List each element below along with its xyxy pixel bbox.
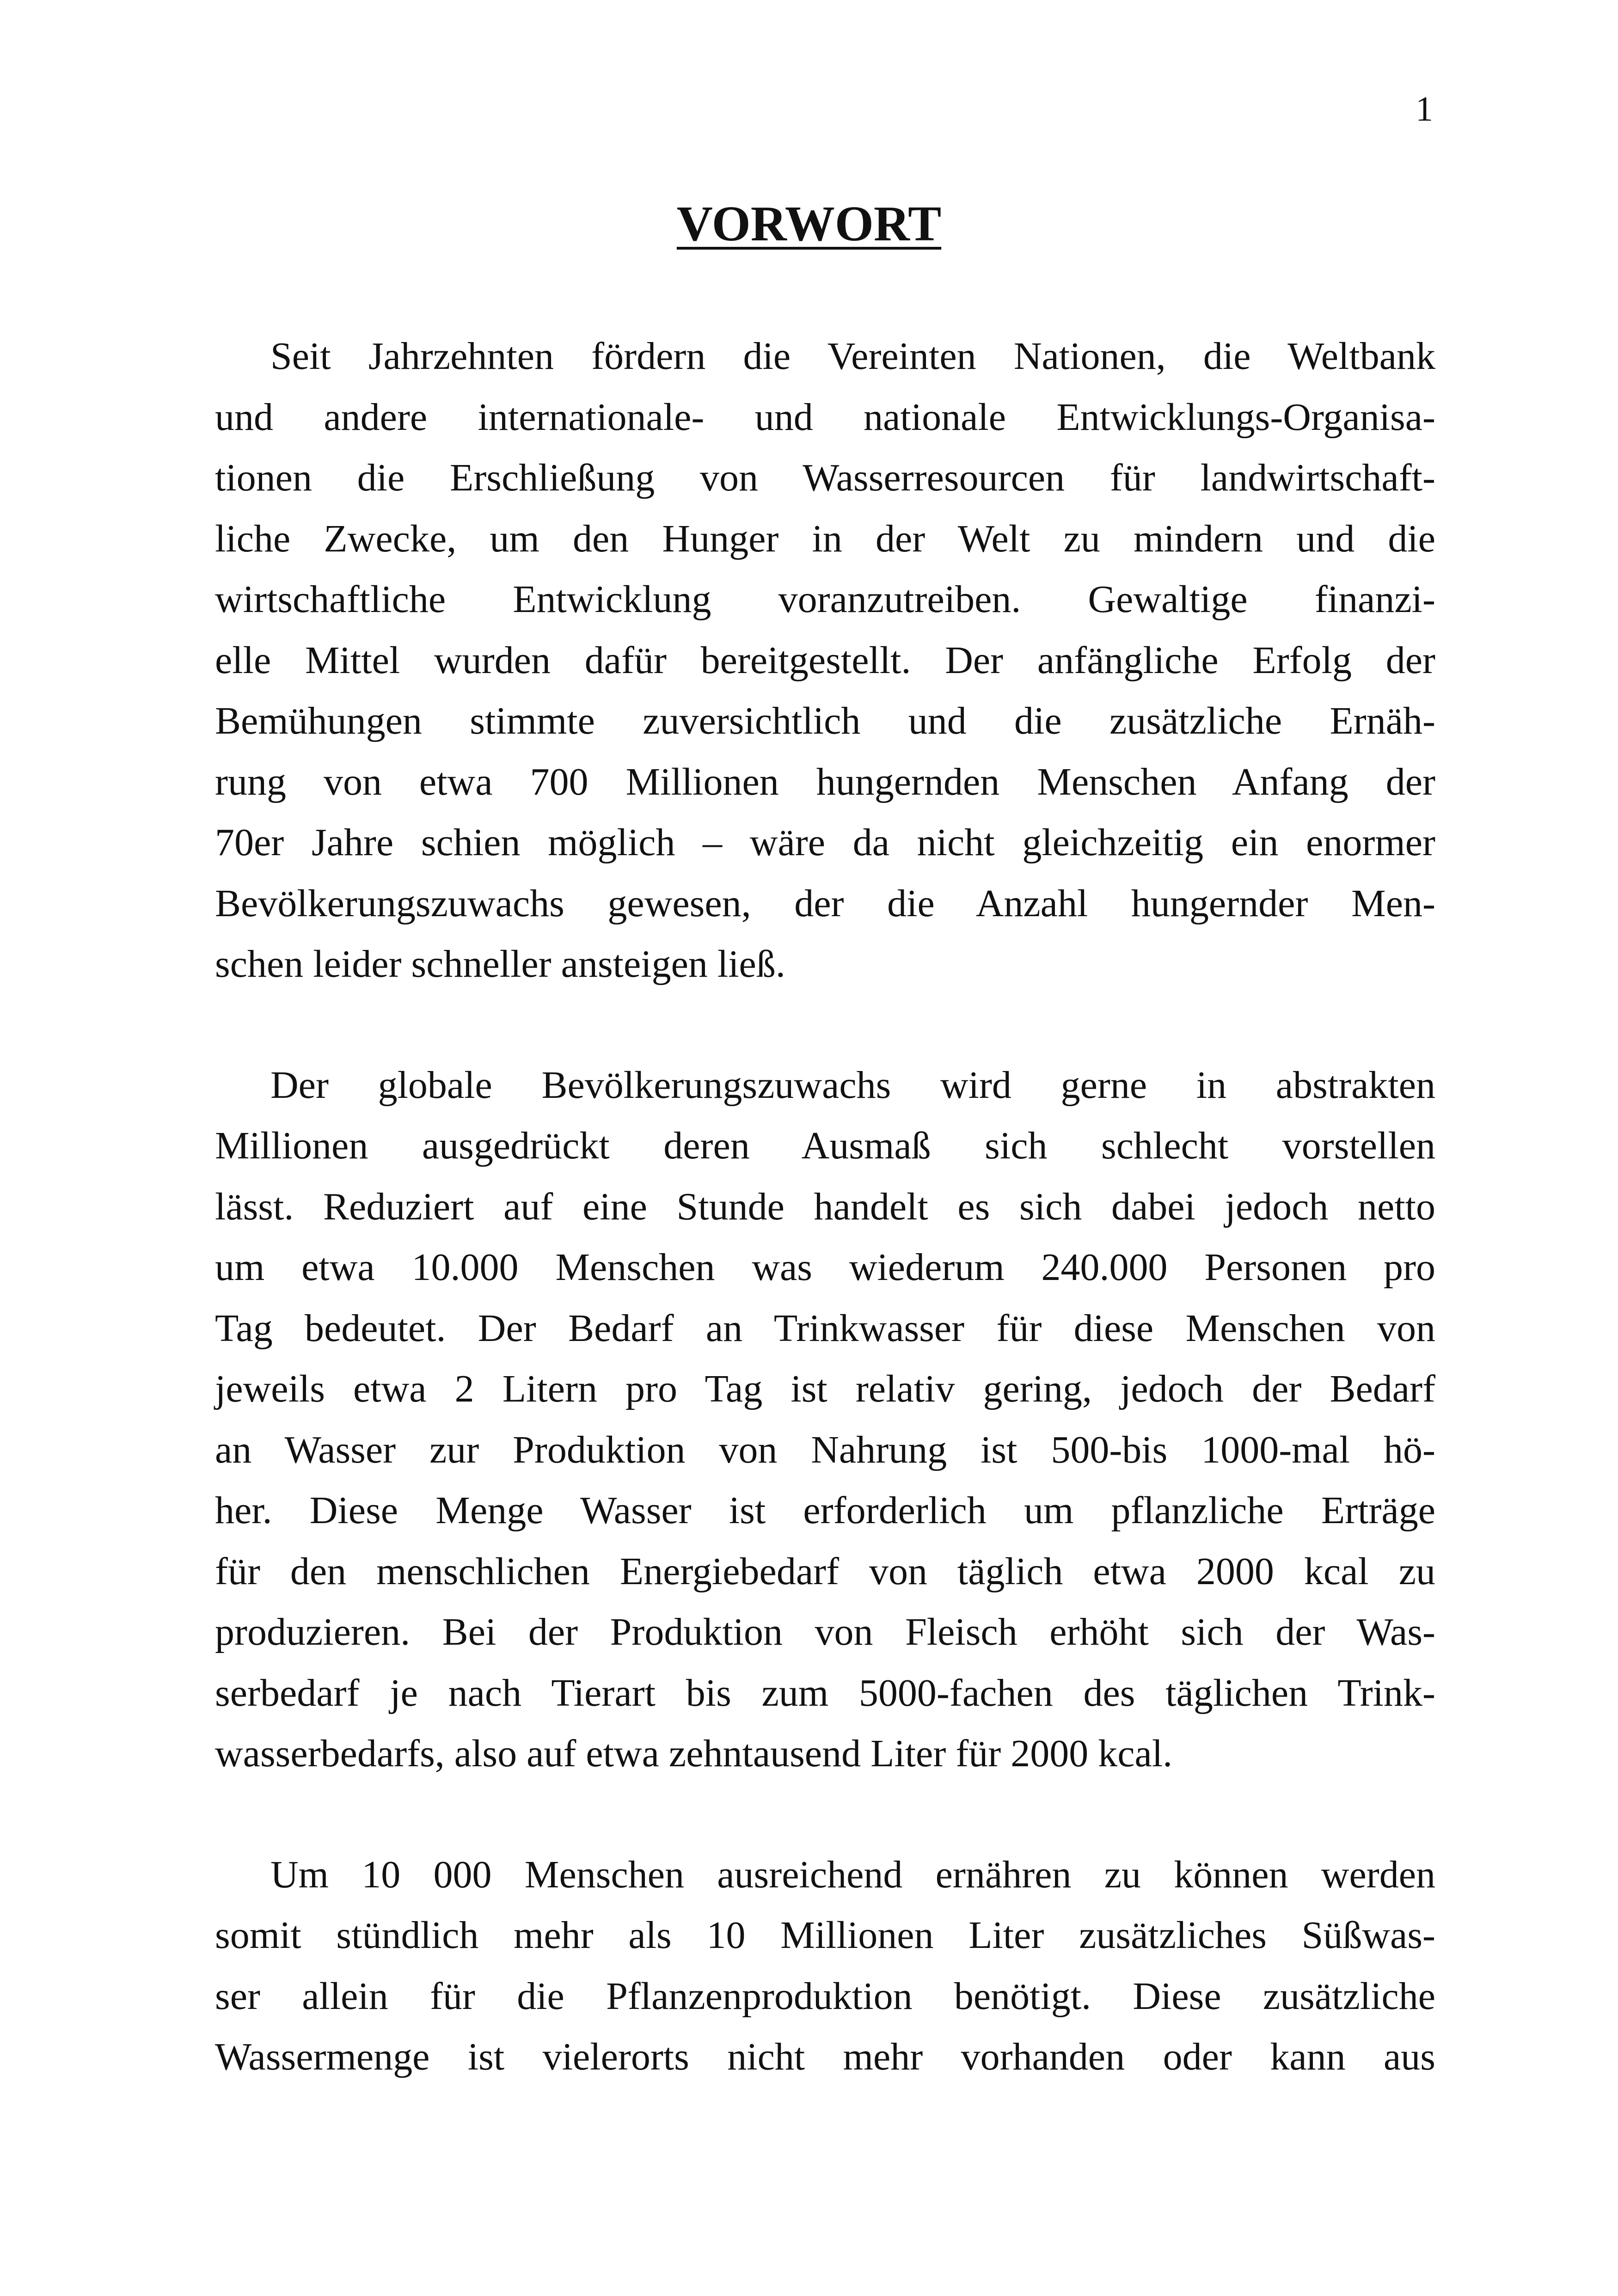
text-line: Seit Jahrzehnten fördern die Vereinten Nationen, die Weltbank [270,335,1435,378]
text-line: wasserbedarfs, also auf etwa zehntausend Liter für 2000 kcal. [215,1732,1173,1775]
text-line: Wassermenge ist vielerorts nicht mehr vorhanden oder kann aus [215,2035,1435,2078]
text-line: ser allein für die Pflanzenproduktion benötigt. Diese zusätzliche [215,1974,1435,2018]
page-title-text: VORWORT [676,196,942,251]
text-line: rung von etwa 700 Millionen hungernden Menschen Anfang der [215,760,1435,803]
text-line: liche Zwecke, um den Hunger in der Welt zu mindern und die [215,517,1435,560]
text-line: serbedarf je nach Tierart bis zum 5000-fachen des täglichen Trink- [215,1671,1435,1714]
text-line: und andere internationale- und nationale Entwicklungs-Organisa- [215,395,1435,439]
page-title [0,194,1618,254]
text-line: jeweils etwa 2 Litern pro Tag ist relativ gering, jedoch der Bedarf [215,1367,1435,1410]
text-line: Bevölkerungszuwachs gewesen, der die Anzahl hungernder Men- [215,882,1435,925]
paragraph-1 [215,326,1435,995]
page-number: 1 [1416,90,1433,129]
text-line: schen leider schneller ansteigen ließ. [215,943,785,986]
document-body [215,326,1435,2148]
text-line: tionen die Erschließung von Wasserresourcen für landwirtschaft- [215,456,1435,499]
paragraph-3 [215,1844,1435,2088]
text-line: Bemühungen stimmte zuversichtlich und die zusätzliche Ernäh- [215,699,1435,742]
paragraph-2 [215,1055,1435,1784]
text-line: Tag bedeutet. Der Bedarf an Trinkwasser für diese Menschen von [215,1306,1435,1350]
text-line: her. Diese Menge Wasser ist erforderlich um pflanzliche Erträge [215,1489,1435,1532]
text-line: lässt. Reduziert auf eine Stunde handelt es sich dabei jedoch netto [215,1185,1435,1228]
text-line: an Wasser zur Produktion von Nahrung ist 500-bis 1000-mal hö- [215,1428,1435,1471]
text-line: Um 10 000 Menschen ausreichend ernähren zu können werden [270,1853,1435,1896]
text-line: Der globale Bevölkerungszuwachs wird gerne in abstrakten [270,1063,1435,1107]
text-line: wirtschaftliche Entwicklung voranzutreiben. Gewaltige finanzi- [215,578,1435,621]
text-line: 70er Jahre schien möglich – wäre da nicht gleichzeitig ein enormer [215,821,1435,864]
text-line: für den menschlichen Energiebedarf von täglich etwa 2000 kcal zu [215,1549,1435,1593]
text-line: somit stündlich mehr als 10 Millionen Liter zusätzliches Süßwas- [215,1914,1435,1957]
text-line: produzieren. Bei der Produktion von Fleisch erhöht sich der Was- [215,1610,1435,1653]
text-line: Millionen ausgedrückt deren Ausmaß sich schlecht vorstellen [215,1124,1435,1167]
text-line: elle Mittel wurden dafür bereitgestellt. Der anfängliche Erfolg der [215,638,1435,682]
text-line: um etwa 10.000 Menschen was wiederum 240.000 Personen pro [215,1246,1435,1289]
